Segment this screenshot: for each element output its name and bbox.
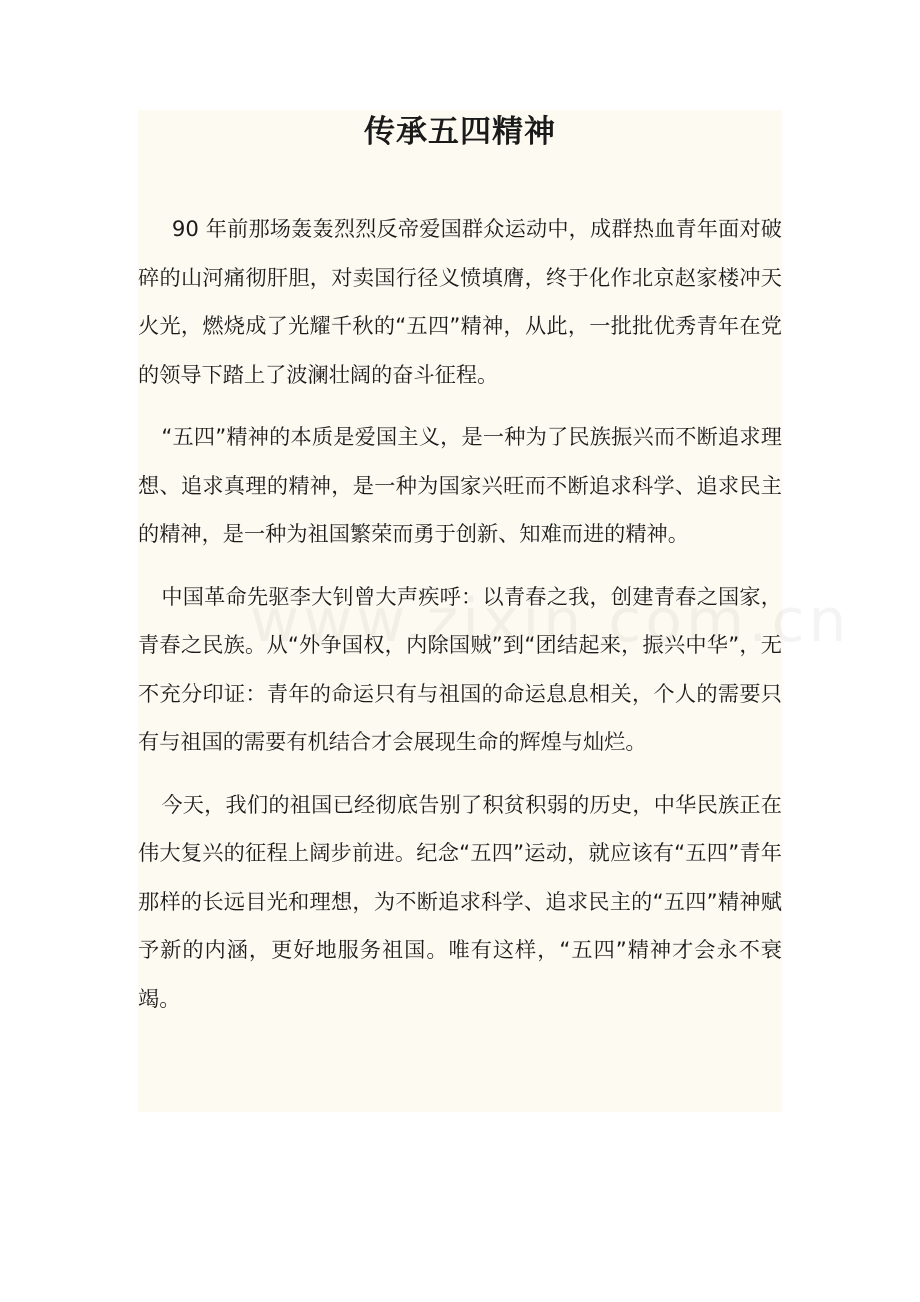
paragraph-4: 今天，我们的祖国已经彻底告别了积贫积弱的历史，中华民族正在伟大复兴的征程上阔步前进。纪念“五四”运动，就应该有“五四”青年那样的长远目光和理想，为不断追求科学、追求民主的“五四”精神赋予新的内涵，更好地服务祖国。唯有这样，“五四”精神才会永不衰竭。 (138, 791, 782, 1011)
paragraph-1: 90 年前那场轰轰烈烈反帝爱国群众运动中，成群热血青年面对破碎的山河痛彻肝胆，对卖国行径义愤填膺，终于化作北京赵家楼冲天火光，燃烧成了光耀千秋的“五四”精神，从此，一批批优秀青年在党的领导下踏上了波澜壮阔的奋斗征程。 (138, 216, 782, 387)
paragraph-3: 中国革命先驱李大钊曾大声疾呼：以青春之我，创建青春之国家，青春之民族。从“外争国权，内除国贼”到“团结起来，振兴中华”，无不充分印证：青年的命运只有与祖国的命运息息相关，个人的需要只有与祖国的需要有机结合才会展现生命的辉煌与灿烂。 (138, 583, 782, 754)
document-body (138, 205, 782, 1037)
document-title: 传承五四精神 (364, 114, 556, 150)
paragraph-2: “五四”精神的本质是爱国主义，是一种为了民族振兴而不断追求理想、追求真理的精神，是一种为国家兴旺而不断追求科学、追求民主的精神，是一种为祖国繁荣而勇于创新、知难而进的精神。 (138, 424, 782, 546)
